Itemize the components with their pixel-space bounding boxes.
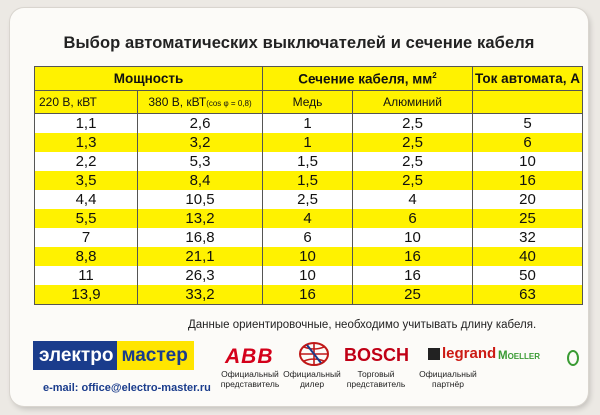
electromaster-logo: электро мастер — [33, 341, 194, 370]
copper-cell: 4 — [263, 209, 353, 228]
current-cell: 63 — [473, 285, 583, 305]
table-row — [35, 133, 583, 152]
aluminum-cell: 25 — [353, 285, 473, 305]
table-row — [35, 209, 583, 228]
disclaimer-note: Данные ориентировочные, необходимо учитывать длину кабеля. — [188, 319, 537, 331]
current-cell: 6 — [473, 133, 583, 152]
legrand-mark-icon — [428, 348, 440, 360]
copper-cell: 1,5 — [263, 152, 353, 171]
table-row — [35, 247, 583, 266]
aluminum-cell: 2,5 — [353, 152, 473, 171]
subheader-220v: 220 В, кВТ — [35, 91, 138, 114]
subheader-aluminum: Алюминий — [353, 91, 473, 114]
power-220v-cell: 4,4 — [35, 190, 138, 209]
power-220v-cell: 13,9 — [35, 285, 138, 305]
bosch-logo: BOSCH — [344, 345, 410, 365]
header-current: Ток автомата, А — [473, 67, 583, 91]
current-cell: 40 — [473, 247, 583, 266]
abb-logo: ABB — [225, 345, 274, 368]
table-row — [35, 228, 583, 247]
dealer-globe-icon — [297, 341, 331, 367]
copper-cell: 1,5 — [263, 171, 353, 190]
table-row — [35, 266, 583, 285]
power-220v-cell: 1,3 — [35, 133, 138, 152]
aluminum-cell: 16 — [353, 247, 473, 266]
aluminum-cell: 4 — [353, 190, 473, 209]
current-cell: 25 — [473, 209, 583, 228]
power-380v-cell: 2,6 — [138, 114, 263, 134]
copper-cell: 10 — [263, 266, 353, 285]
globe-caption: Официальный дилер — [283, 369, 341, 389]
header-power: Мощность — [35, 67, 263, 91]
reference-card — [10, 8, 588, 406]
power-380v-cell: 10,5 — [138, 190, 263, 209]
power-220v-cell: 2,2 — [35, 152, 138, 171]
power-380v-cell: 26,3 — [138, 266, 263, 285]
copper-cell: 16 — [263, 285, 353, 305]
table-row — [35, 114, 583, 134]
aluminum-cell: 2,5 — [353, 171, 473, 190]
current-cell: 16 — [473, 171, 583, 190]
breaker-cable-table — [34, 66, 583, 305]
abb-caption: Официальный представитель — [220, 369, 280, 389]
legrand-logo: legrand — [428, 345, 496, 362]
moeller-logo: Moeller — [498, 350, 541, 362]
copper-cell: 2,5 — [263, 190, 353, 209]
table-row — [35, 190, 583, 209]
power-380v-cell: 3,2 — [138, 133, 263, 152]
power-220v-cell: 7 — [35, 228, 138, 247]
copper-cell: 10 — [263, 247, 353, 266]
current-cell: 5 — [473, 114, 583, 134]
power-380v-cell: 5,3 — [138, 152, 263, 171]
power-380v-cell: 33,2 — [138, 285, 263, 305]
table-body — [35, 114, 583, 305]
power-380v-cell: 16,8 — [138, 228, 263, 247]
subheader-empty — [473, 91, 583, 114]
card-title: Выбор автоматических выключателей и сечение кабеля — [63, 34, 535, 52]
subheader-380v: 380 В, кВТ(cos φ = 0,8) — [138, 91, 263, 114]
header-cross-section: Сечение кабеля, $мм^2$ — [263, 67, 473, 91]
aluminum-cell: 6 — [353, 209, 473, 228]
moeller-ring-icon — [567, 350, 579, 366]
current-cell: 32 — [473, 228, 583, 247]
copper-cell: 6 — [263, 228, 353, 247]
table-row — [35, 152, 583, 171]
aluminum-cell: 10 — [353, 228, 473, 247]
power-220v-cell: 1,1 — [35, 114, 138, 134]
copper-cell: 1 — [263, 133, 353, 152]
email-contact: e-mail: office@electro-master.ru — [43, 382, 211, 394]
power-380v-cell: 13,2 — [138, 209, 263, 228]
current-cell: 20 — [473, 190, 583, 209]
table-row — [35, 171, 583, 190]
table-row — [35, 285, 583, 305]
copper-cell: 1 — [263, 114, 353, 134]
current-cell: 50 — [473, 266, 583, 285]
power-220v-cell: 8,8 — [35, 247, 138, 266]
power-380v-cell: 21,1 — [138, 247, 263, 266]
aluminum-cell: 2,5 — [353, 114, 473, 134]
aluminum-cell: 16 — [353, 266, 473, 285]
power-220v-cell: 5,5 — [35, 209, 138, 228]
power-220v-cell: 3,5 — [35, 171, 138, 190]
current-cell: 10 — [473, 152, 583, 171]
aluminum-cell: 2,5 — [353, 133, 473, 152]
power-220v-cell: 11 — [35, 266, 138, 285]
bosch-caption: Торговый представитель — [346, 369, 406, 389]
power-380v-cell: 8,4 — [138, 171, 263, 190]
subheader-copper: Медь — [263, 91, 353, 114]
legrand-caption: Официальный партнёр — [419, 369, 477, 389]
